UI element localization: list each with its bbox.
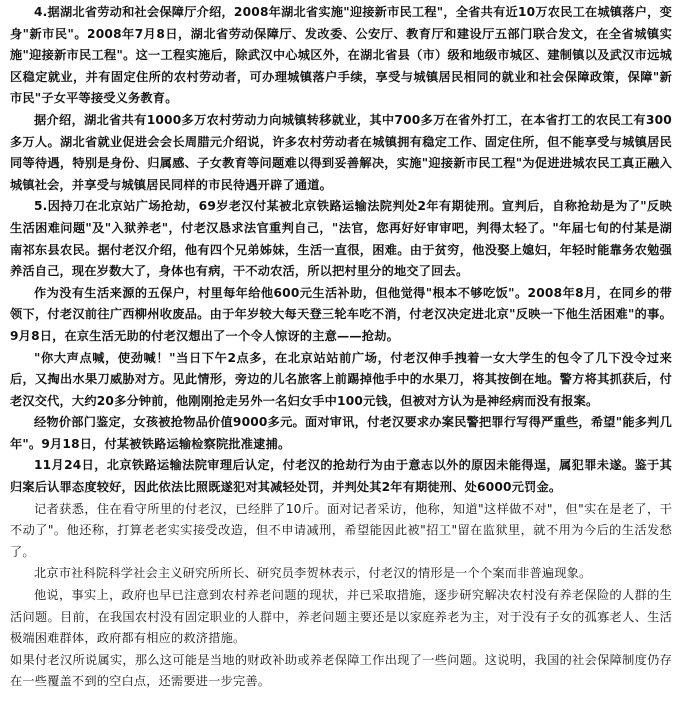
paragraph-conclusion: 如果付老汉所说属实，那么这可能是当地的财政补助或养老保障工作出现了一些问题。这说明，我国的社会保障制度仍存在一些覆盖不到的空白点，还需要进一步完善。 — [10, 652, 672, 689]
paragraph-item-4: 4.据湖北省劳动和社会保障厅介绍，2008年湖北省实施"迎接新市民工程"，全省共有近10万农民工在城镇落户，变身"新市民"。2008年7月8日，湖北省劳动保障厅、发改委、公安厅、教育厅和建设厅五部门联合发文，在全省城镇实施"迎接新市民工程"。这一工程实施后，除武汉中心城区外，在湖北省县（市）级和地级市城区、建制镇以及武汉市远城区稳定就业，并有固定住所的农村劳动者，可办理城镇落户手续，享受与城镇居民相同的就业和社会保障政策，保障"新市民"子女平等接受义务教育。 — [10, 5, 672, 106]
paragraph-item-5: 5.因持刀在北京站广场抢劫，69岁老汉付某被北京铁路运输法院判处2年有期徒刑。宣判后，自称抢劫是为了"反映生活困难问题"及"入狱养老"，付老汉恳求法官重判自己，"法官，您再好好审审吧，判得太轻了。"年届七旬的付某是湖南祁东县农民。据付老汉介绍，他有四个兄弟姊妹，生活一直很，困难。由于贫穷，他没娶上媳妇，年轻时能靠务农勉强养活自己，现在岁数大了，身体也有病，干不动农活，所以把村里分的地交了回去。 — [10, 199, 672, 279]
paragraph-court-verdict: 11月24日，北京铁路运输法院审理后认定，付老汉的抢劫行为由于意志以外的原因未能得逞，属犯罪未遂。鉴于其归案后认罪态度较好，因此依法比照既遂犯对其减轻处罚，并判处其2年有期徒刑、处6000元罚金。 — [10, 458, 672, 495]
paragraph-robbery-scene: "你大声点喊，使劲喊！"当日下午2点多，在北京站站前广场，付老汉伸手拽着一女大学生的包令了几下没令过来后，又掏出水果刀威胁对方。见此情形，旁边的儿名旅客上前踢掉他手中的水果刀，将其按倒在地。警方将其抓获后，付老汉交代，大约20多分钟前，他刚刚抢走另外一名妇女手中100元钱，但被对方认为是神经病而没有报案。 — [10, 350, 672, 408]
paragraph-government-measures: 他说，事实上，政府也早已注意到农村养老问题的现状，并已采取措施，逐步研究解决农村没有养老保险的人群的生活问题。目前，在我国农村没有固定职业的人群中，养老问题主要还是以家庭养老为主，对于没有子女的孤寡老人、生活极端困难群体，政府都有相应的救济措施。 — [10, 588, 672, 646]
paragraph-expert-comment: 北京市社科院科学社会主义研究所所长、研究员李贺林表示，付老汉的情形是一个个案而非普遍现象。 — [34, 566, 592, 581]
paragraph-reporter-visit: 记者获悉，住在看守所里的付老汉，已经胖了10斤。面对记者采访，他称，知道"这样做不对"，但"实在是老了，干不动了"。他还称，打算老老实实接受改造，但不申请减刑，希望能因此被"招工"留在监狱里，就不用为今后的生活发愁了。 — [10, 501, 672, 559]
paragraph-price-appraisal: 经物价部门鉴定，女孩被抢物品价值9000多元。面对审讯，付老汉要求办案民警把罪行写得严重些，希望"能多判几年"。9月18日，付某被铁路运输检察院批准逮捕。 — [10, 415, 672, 451]
paragraph-five-guarantee-household: 作为没有生活来源的五保户，村里每年给他600元生活补助，但他觉得"根本不够吃饭"。2008年8月，在同乡的带领下，付老汉前往广西柳州收废品。由于年岁较大每天登三轮车吃不消，付老汉决定进北京"反映一下他生活困难"的事。9月8日，在京生活无助的付老汉想出了一个令人惊讶的主意——抢劫。 — [10, 285, 672, 343]
paragraph-hubei-migrant-workers: 据介绍，湖北省共有1000多万农村劳动力向城镇转移就业，其中700多万在省外打工，在本省打工的农民工有300多万人。湖北省就业促进会会长周腊元介绍说，许多农村劳动者在城镇拥有稳定工作、固定住所，但不能享受与城镇居民同等待遇，特别是身份、归属感、子女教育等问题难以得到妥善解决，实施"迎接新市民工程"为促进进城农民工真正融入城镇社会，并享受与城镇居民同样的市民待遇开辟了通道。 — [10, 112, 672, 192]
